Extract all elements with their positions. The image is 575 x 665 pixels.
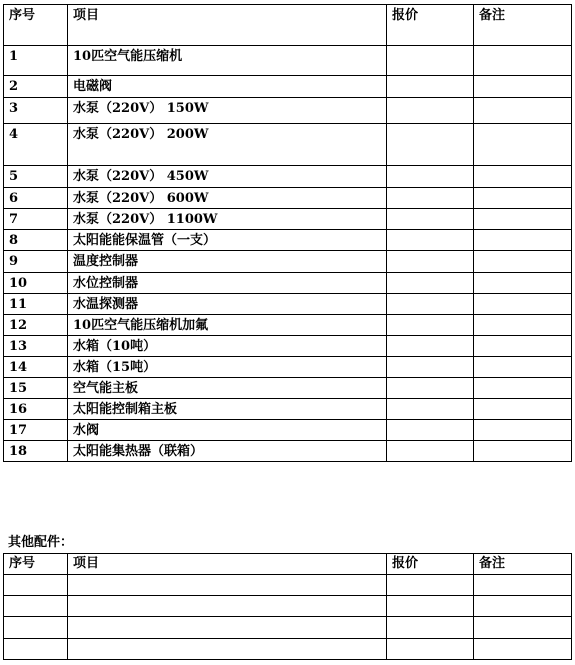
cell-no: 3 (4, 98, 68, 124)
cell-note (474, 46, 572, 76)
cell-price (387, 273, 474, 294)
header-item: 项目 (68, 554, 387, 575)
cell-no: 11 (4, 294, 68, 315)
cell-note (474, 294, 572, 315)
table-row (4, 420, 572, 441)
cell-no (4, 639, 68, 660)
quote-table-body (4, 5, 572, 462)
cell-no: 18 (4, 441, 68, 462)
cell-price (387, 188, 474, 209)
cell-item: 水泵（220V） 150W (68, 98, 387, 124)
cell-item: 水箱（10吨） (68, 336, 387, 357)
cell-item: 太阳能能保温管（一支） (68, 230, 387, 251)
table-row (4, 441, 572, 462)
cell-no (4, 596, 68, 617)
cell-item (68, 596, 387, 617)
table-row (4, 336, 572, 357)
cell-note (474, 617, 572, 639)
cell-item: 水泵（220V） 600W (68, 188, 387, 209)
table-header-row (4, 554, 572, 575)
cell-note (474, 76, 572, 98)
cell-price (387, 209, 474, 230)
cell-note (474, 639, 572, 660)
other-parts-label: 其他配件： (8, 535, 74, 550)
table-row (4, 575, 572, 596)
cell-no: 7 (4, 209, 68, 230)
cell-no: 17 (4, 420, 68, 441)
cell-note (474, 596, 572, 617)
cell-no: 16 (4, 399, 68, 420)
cell-note (474, 273, 572, 294)
cell-note (474, 188, 572, 209)
cell-price (387, 294, 474, 315)
header-no: 序号 (4, 554, 68, 575)
cell-no: 13 (4, 336, 68, 357)
cell-price (387, 230, 474, 251)
table-row (4, 596, 572, 617)
cell-no: 15 (4, 378, 68, 399)
table-row (4, 357, 572, 378)
cell-price (387, 357, 474, 378)
cell-note (474, 230, 572, 251)
header-note: 备注 (474, 554, 572, 575)
table-row (4, 124, 572, 166)
header-price: 报价 (387, 554, 474, 575)
table-row (4, 294, 572, 315)
cell-no: 6 (4, 188, 68, 209)
cell-item: 太阳能控制箱主板 (68, 399, 387, 420)
cell-price (387, 124, 474, 166)
header-no: 序号 (4, 5, 68, 46)
cell-note (474, 357, 572, 378)
header-price: 报价 (387, 5, 474, 46)
cell-item: 电磁阀 (68, 76, 387, 98)
cell-item: 10匹空气能压缩机加氟 (68, 315, 387, 336)
table-row (4, 230, 572, 251)
cell-item: 水位控制器 (68, 273, 387, 294)
table-row (4, 98, 572, 124)
cell-item (68, 617, 387, 639)
cell-no: 10 (4, 273, 68, 294)
cell-no: 12 (4, 315, 68, 336)
cell-no: 2 (4, 76, 68, 98)
cell-item: 水箱（15吨） (68, 357, 387, 378)
cell-price (387, 420, 474, 441)
table-row (4, 639, 572, 660)
cell-price (387, 166, 474, 188)
header-item: 项目 (68, 5, 387, 46)
table-row (4, 188, 572, 209)
header-note: 备注 (474, 5, 572, 46)
table-row (4, 46, 572, 76)
table-row (4, 273, 572, 294)
cell-price (387, 441, 474, 462)
cell-price (387, 98, 474, 124)
cell-item: 太阳能集热器（联箱） (68, 441, 387, 462)
cell-note (474, 98, 572, 124)
cell-no: 9 (4, 251, 68, 273)
table-header-row (4, 5, 572, 46)
table-row (4, 315, 572, 336)
table-row (4, 166, 572, 188)
cell-item: 10匹空气能压缩机 (68, 46, 387, 76)
cell-note (474, 209, 572, 230)
cell-no: 1 (4, 46, 68, 76)
cell-note (474, 166, 572, 188)
cell-item: 水泵（220V） 200W (68, 124, 387, 166)
cell-price (387, 336, 474, 357)
cell-note (474, 124, 572, 166)
cell-price (387, 596, 474, 617)
cell-item: 温度控制器 (68, 251, 387, 273)
cell-note (474, 575, 572, 596)
other-parts-table (3, 553, 572, 660)
cell-no: 5 (4, 166, 68, 188)
cell-price (387, 46, 474, 76)
cell-note (474, 399, 572, 420)
cell-price (387, 378, 474, 399)
table-row (4, 378, 572, 399)
cell-note (474, 441, 572, 462)
cell-item: 水温探测器 (68, 294, 387, 315)
table-row (4, 209, 572, 230)
cell-note (474, 251, 572, 273)
cell-price (387, 315, 474, 336)
cell-note (474, 378, 572, 399)
cell-item (68, 639, 387, 660)
cell-price (387, 639, 474, 660)
cell-no: 4 (4, 124, 68, 166)
cell-price (387, 399, 474, 420)
cell-price (387, 251, 474, 273)
cell-item: 水阀 (68, 420, 387, 441)
cell-item: 水泵（220V） 450W (68, 166, 387, 188)
cell-price (387, 617, 474, 639)
cell-price (387, 76, 474, 98)
cell-note (474, 336, 572, 357)
cell-item: 空气能主板 (68, 378, 387, 399)
cell-item (68, 575, 387, 596)
cell-no (4, 575, 68, 596)
quote-table (3, 4, 572, 462)
cell-note (474, 315, 572, 336)
table-row (4, 399, 572, 420)
table-row (4, 617, 572, 639)
cell-note (474, 420, 572, 441)
cell-item: 水泵（220V） 1100W (68, 209, 387, 230)
table-row (4, 76, 572, 98)
cell-no: 14 (4, 357, 68, 378)
cell-price (387, 575, 474, 596)
table-row (4, 251, 572, 273)
cell-no (4, 617, 68, 639)
cell-no: 8 (4, 230, 68, 251)
other-parts-table-body (4, 554, 572, 660)
